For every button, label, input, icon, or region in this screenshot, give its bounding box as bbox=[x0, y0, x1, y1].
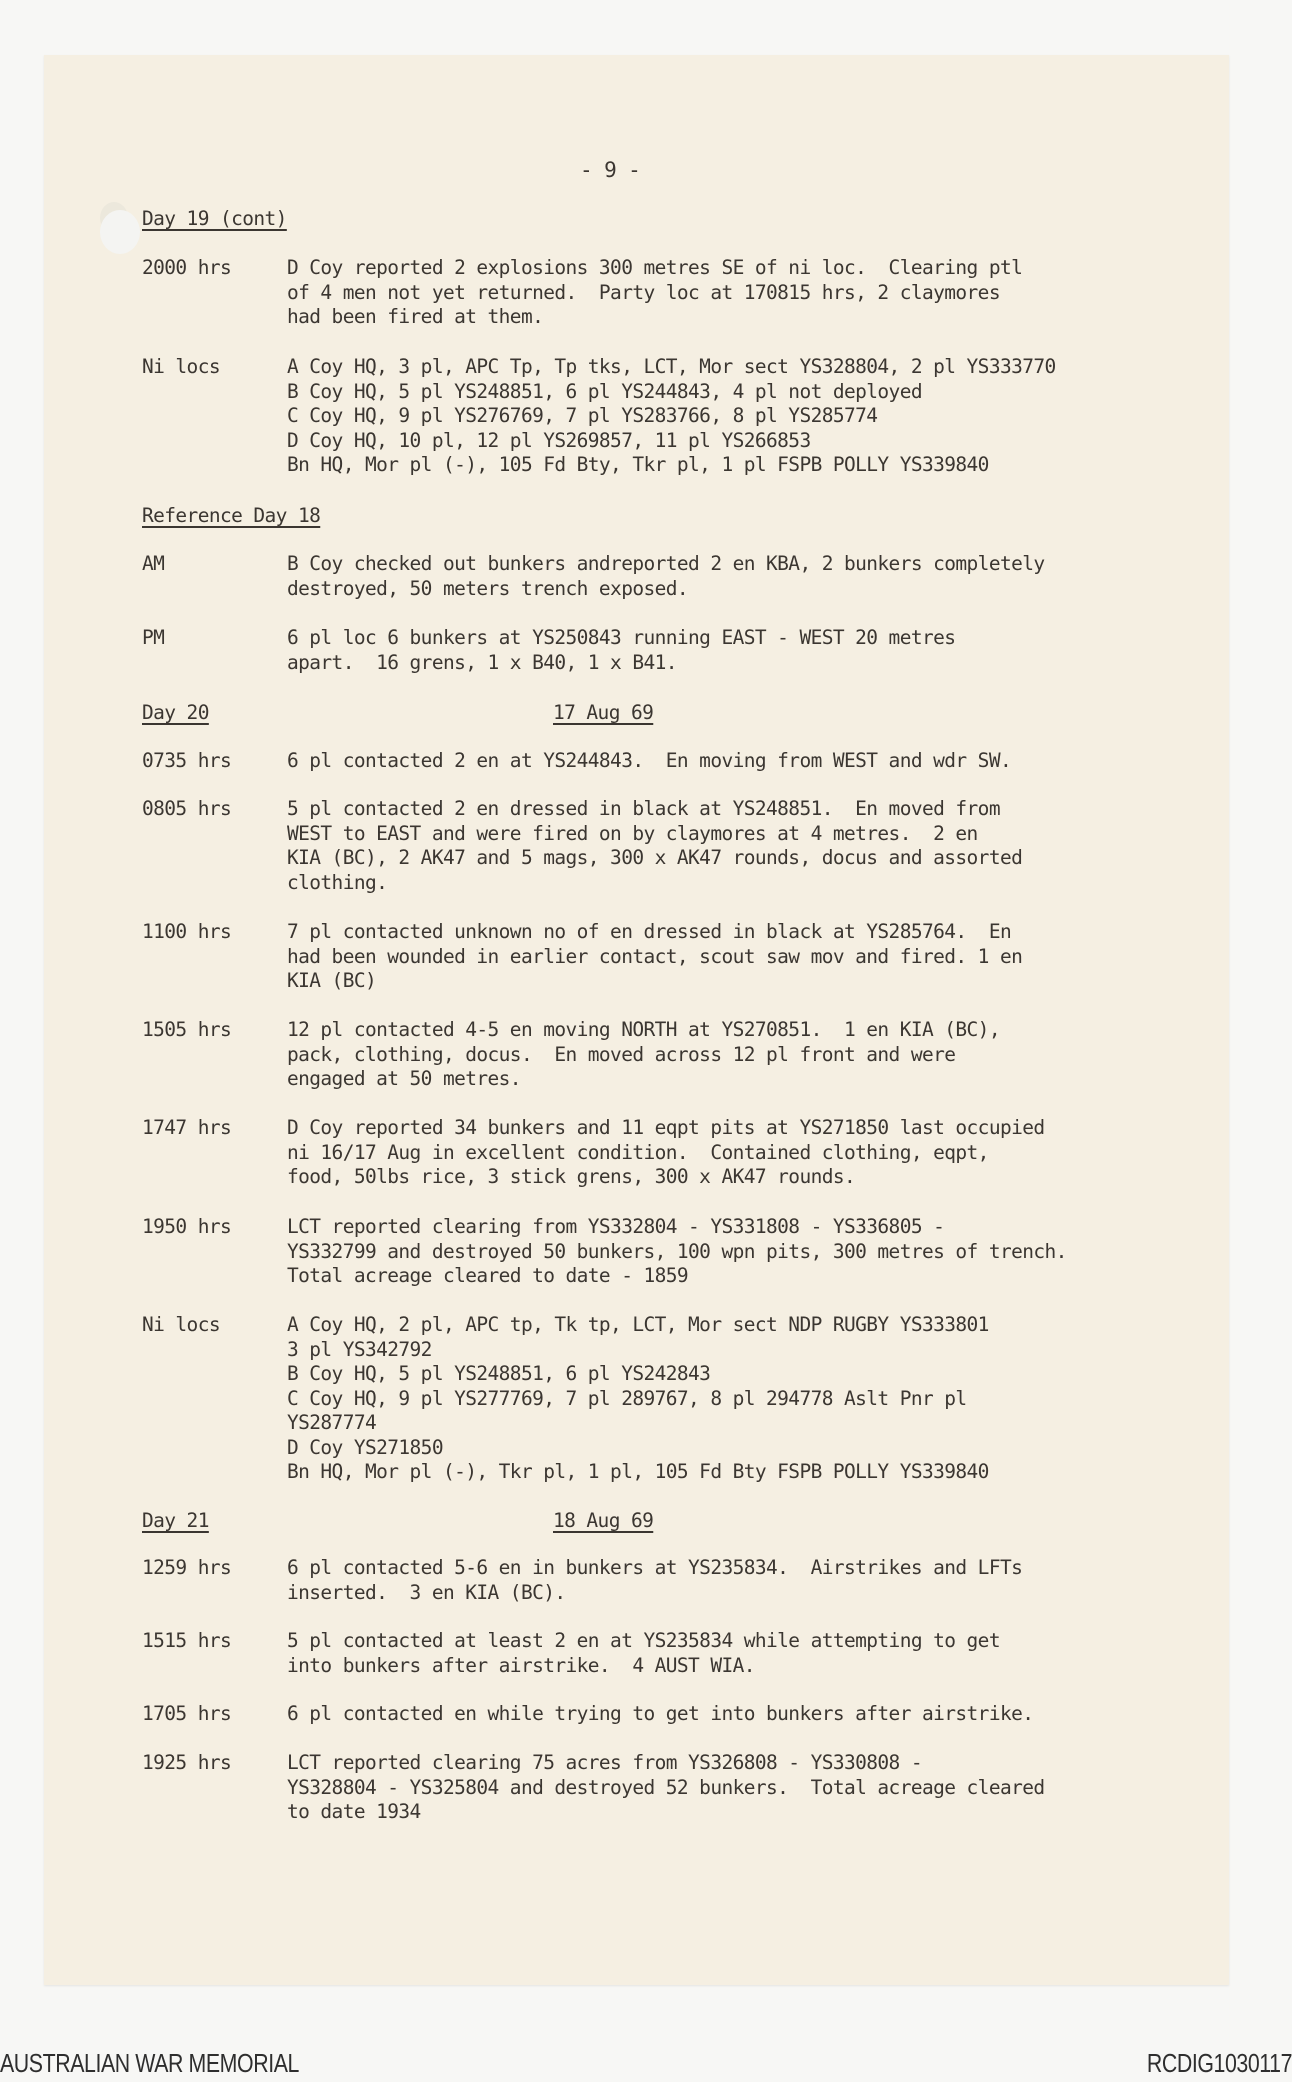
entry-line: D Coy HQ, 10 pl, 12 pl YS269857, 11 pl YS266853 bbox=[287, 428, 811, 452]
entry-line: 5 pl contacted 2 en dressed in black at YS248851. En moved from bbox=[287, 797, 1000, 820]
entry-label: 1505 hrs bbox=[142, 1018, 232, 1041]
entry-line: KIA (BC), 2 AK47 and 5 mags, 300 x AK47 rounds, docus and assorted bbox=[287, 846, 1023, 869]
footer-record-id: RCDIG1030117 bbox=[1146, 2048, 1292, 2078]
entry-line: apart. 16 grens, 1 x B40, 1 x B41. bbox=[287, 650, 677, 674]
entry-line: clothing. bbox=[287, 870, 388, 894]
section-heading-day-19: Day 19 (cont) bbox=[142, 207, 287, 230]
entry-line: destroyed, 50 meters trench exposed. bbox=[287, 576, 689, 600]
entry-line: B Coy HQ, 5 pl YS248851, 6 pl YS242843 bbox=[287, 1362, 711, 1385]
entry-line: C Coy HQ, 9 pl YS276769, 7 pl YS283766, 8 pl YS285774 bbox=[287, 404, 878, 427]
entry-line: pack, clothing, docus. En moved across 12 pl front and were bbox=[287, 1042, 956, 1066]
entry-line: 6 pl contacted en while trying to get into bunkers after airstrike. bbox=[287, 1702, 1034, 1725]
section-heading-day-21: Day 21 bbox=[142, 1509, 209, 1532]
entry-line: 6 pl contacted 5-6 en in bunkers at YS235834. Airstrikes and LFTs bbox=[287, 1556, 1023, 1579]
entry-line: D Coy reported 34 bunkers and 11 eqpt pits at YS271850 last occupied bbox=[287, 1116, 1045, 1139]
entry-label: Ni locs bbox=[142, 1313, 220, 1336]
entry-line: inserted. 3 en KIA (BC). bbox=[287, 1580, 566, 1604]
entry-label: 0805 hrs bbox=[142, 797, 232, 820]
entry-label: 1705 hrs bbox=[142, 1702, 232, 1725]
entry-line: 6 pl loc 6 bunkers at YS250843 running EAST - WEST 20 metres bbox=[287, 626, 956, 649]
entry-line: A Coy HQ, 3 pl, APC Tp, Tp tks, LCT, Mor sect YS328804, 2 pl YS333770 bbox=[287, 355, 1056, 378]
punch-hole bbox=[100, 210, 140, 254]
entry-line: D Coy YS271850 bbox=[287, 1435, 443, 1459]
entry-line: had been wounded in earlier contact, scout saw mov and fired. 1 en bbox=[287, 944, 1023, 968]
entry-line: had been fired at them. bbox=[287, 305, 544, 328]
entry-line: 3 pl YS342792 bbox=[287, 1337, 432, 1361]
entry-line: D Coy reported 2 explosions 300 metres SE of ni loc. Clearing ptl bbox=[287, 256, 1023, 279]
entry-line: 12 pl contacted 4-5 en moving NORTH at YS270851. 1 en KIA (BC), bbox=[287, 1018, 1000, 1041]
entry-line: food, 50lbs rice, 3 stick grens, 300 x AK47 rounds. bbox=[287, 1165, 856, 1188]
section-heading-reference-day-18: Reference Day 18 bbox=[142, 504, 321, 527]
entry-label: 1950 hrs bbox=[142, 1215, 232, 1238]
entry-line: LCT reported clearing from YS332804 - YS331808 - YS336805 - bbox=[287, 1215, 945, 1238]
entry-line: 6 pl contacted 2 en at YS244843. En moving from WEST and wdr SW. bbox=[287, 749, 1012, 772]
entry-label: 2000 hrs bbox=[142, 256, 232, 279]
entry-label: PM bbox=[142, 626, 165, 649]
section-heading-day-20: Day 20 bbox=[142, 701, 209, 724]
entry-label: 1515 hrs bbox=[142, 1629, 232, 1652]
entry-line: YS332799 and destroyed 50 bunkers, 100 wpn pits, 300 metres of trench. bbox=[287, 1239, 1067, 1263]
page-number: - 9 - bbox=[580, 158, 641, 182]
entry-line: ni 16/17 Aug in excellent condition. Contained clothing, eqpt, bbox=[287, 1140, 989, 1164]
entry-line: LCT reported clearing 75 acres from YS326808 - YS330808 - bbox=[287, 1751, 922, 1774]
entry-line: Bn HQ, Mor pl (-), 105 Fd Bty, Tkr pl, 1 pl FSPB POLLY YS339840 bbox=[287, 453, 989, 476]
entry-label: 0735 hrs bbox=[142, 749, 232, 772]
entry-line: B Coy checked out bunkers andreported 2 en KBA, 2 bunkers completely bbox=[287, 552, 1045, 575]
entry-line: C Coy HQ, 9 pl YS277769, 7 pl 289767, 8 pl 294778 Aslt Pnr pl bbox=[287, 1386, 967, 1410]
entry-line: YS287774 bbox=[287, 1411, 377, 1434]
entry-line: B Coy HQ, 5 pl YS248851, 6 pl YS244843, 4 pl not deployed bbox=[287, 379, 922, 403]
entry-line: to date 1934 bbox=[287, 1800, 421, 1823]
entry-line: KIA (BC) bbox=[287, 969, 377, 992]
footer-institution: AUSTRALIAN WAR MEMORIAL bbox=[0, 2048, 299, 2078]
entry-line: Bn HQ, Mor pl (-), Tkr pl, 1 pl, 105 Fd Bty FSPB POLLY YS339840 bbox=[287, 1460, 989, 1483]
entry-line: of 4 men not yet returned. Party loc at 170815 hrs, 2 claymores bbox=[287, 280, 1000, 304]
entry-line: WEST to EAST and were fired on by claymores at 4 metres. 2 en bbox=[287, 821, 978, 845]
entry-label: 1259 hrs bbox=[142, 1556, 232, 1579]
entry-line: into bunkers after airstrike. 4 AUST WIA. bbox=[287, 1653, 755, 1677]
entry-label: AM bbox=[142, 552, 165, 575]
entry-line: engaged at 50 metres. bbox=[287, 1067, 521, 1090]
entry-label: 1925 hrs bbox=[142, 1751, 232, 1774]
entry-label: 1100 hrs bbox=[142, 920, 232, 943]
entry-line: A Coy HQ, 2 pl, APC tp, Tk tp, LCT, Mor sect NDP RUGBY YS333801 bbox=[287, 1313, 989, 1336]
entry-line: YS328804 - YS325804 and destroyed 52 bunkers. Total acreage cleared bbox=[287, 1775, 1045, 1799]
entry-label: 1747 hrs bbox=[142, 1116, 232, 1139]
entry-label: Ni locs bbox=[142, 355, 220, 378]
entry-line: 5 pl contacted at least 2 en at YS235834 while attempting to get bbox=[287, 1629, 1000, 1652]
section-date: 18 Aug 69 bbox=[553, 1509, 654, 1532]
entry-line: Total acreage cleared to date - 1859 bbox=[287, 1264, 689, 1287]
entry-line: 7 pl contacted unknown no of en dressed in black at YS285764. En bbox=[287, 920, 1012, 943]
section-date: 17 Aug 69 bbox=[553, 701, 654, 724]
